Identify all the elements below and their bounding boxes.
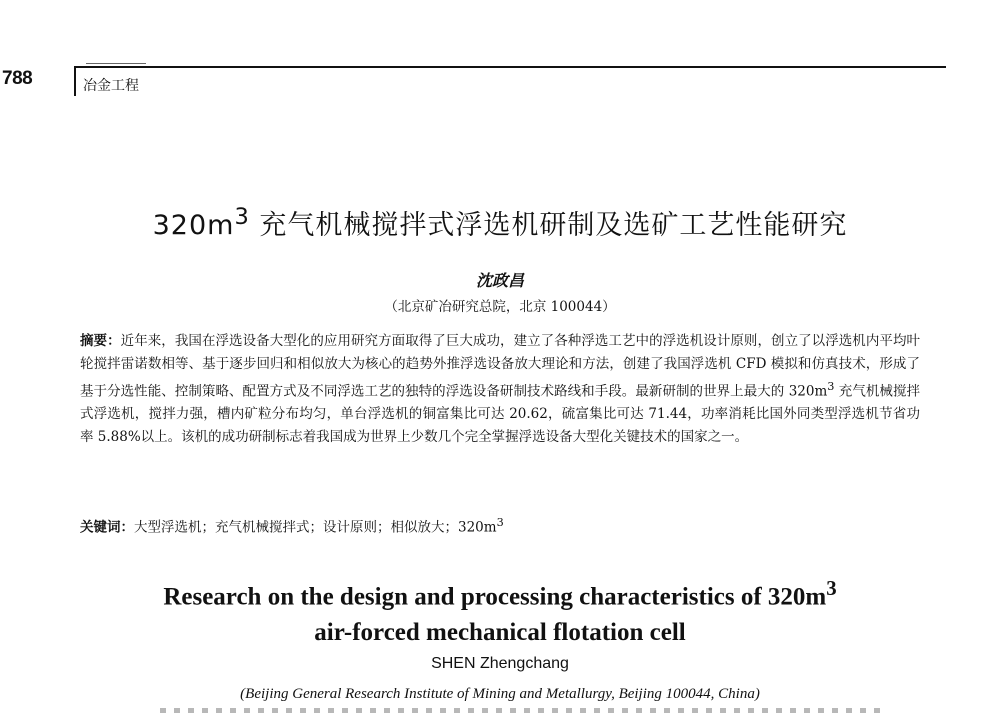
- paper-title-en: [0, 570, 1000, 651]
- header-rule-vertical: [74, 66, 76, 96]
- keywords-superscript: 3: [496, 516, 504, 529]
- title-cn-prefix: 320m: [152, 210, 235, 241]
- truncated-text-line: [160, 708, 880, 713]
- title-en-line1: [0, 570, 1000, 615]
- title-en-line1-text: Research on the design and processing characteristics of 320m: [163, 583, 827, 611]
- affiliation-en: (Beijing General Research Institute of Mining and Metallurgy, Beijing 100044, China): [240, 686, 760, 702]
- keywords-label: 关键词：: [80, 519, 134, 536]
- title-cn-superscript: 3: [234, 204, 250, 230]
- title-en-line2: air-forced mechanical flotation cell: [314, 619, 686, 647]
- page-number: 788: [2, 68, 33, 89]
- keywords-text: 大型浮选机；充气机械搅拌式；设计原则；相似放大；320m: [134, 519, 497, 536]
- title-cn-rest: 充气机械搅拌式浮选机研制及选矿工艺性能研究: [249, 210, 848, 241]
- header-rule-ornament: [86, 63, 146, 64]
- journal-name: 冶金工程: [83, 78, 139, 94]
- abstract-label: 摘要：: [80, 333, 121, 349]
- author-cn: 沈政昌: [475, 271, 524, 290]
- page-header: [0, 60, 1000, 100]
- header-rule: [74, 66, 946, 68]
- title-en-superscript: 3: [826, 576, 837, 600]
- abstract-superscript: 3: [827, 379, 835, 393]
- affiliation-cn: （北京矿冶研究总院，北京 100044）: [384, 299, 616, 315]
- abstract-text-part1: 近年来，我国在浮选设备大型化的应用研究方面取得了巨大成功，建立了各种浮选工艺中的浮选机设计原则，创立了以浮选机内平均叶轮搅拌雷诺数相等、基于逐步回归和相似放大为核心的趋势外推浮选设备放大理论和方法，创建了我国浮选机 CFD 模拟和仿真技术，形成了基于分选性能、控制策略、配置方式及不同浮选工艺的独特的浮选设备研制技术路线和手段。最新研制的世界上最大的 320m: [80, 333, 921, 400]
- paper-title-cn: [0, 203, 1000, 242]
- author-en: SHEN Zhengchang: [431, 655, 569, 672]
- abstract-text-part2: 充气机械搅拌式浮选机，搅拌力强，槽内矿粒分布均匀，单台浮选机的铜富集比可达 20.62，硫富集比可达 71.44，功率消耗比国外同类型浮选机节省功率 5.88%以上。该机的成功研制标志着我国成为世界上少数几个完全掌握浮选设备大型化关键技术的国家之一。: [80, 383, 921, 445]
- keywords-cn: [80, 512, 920, 539]
- abstract-cn: [80, 330, 920, 448]
